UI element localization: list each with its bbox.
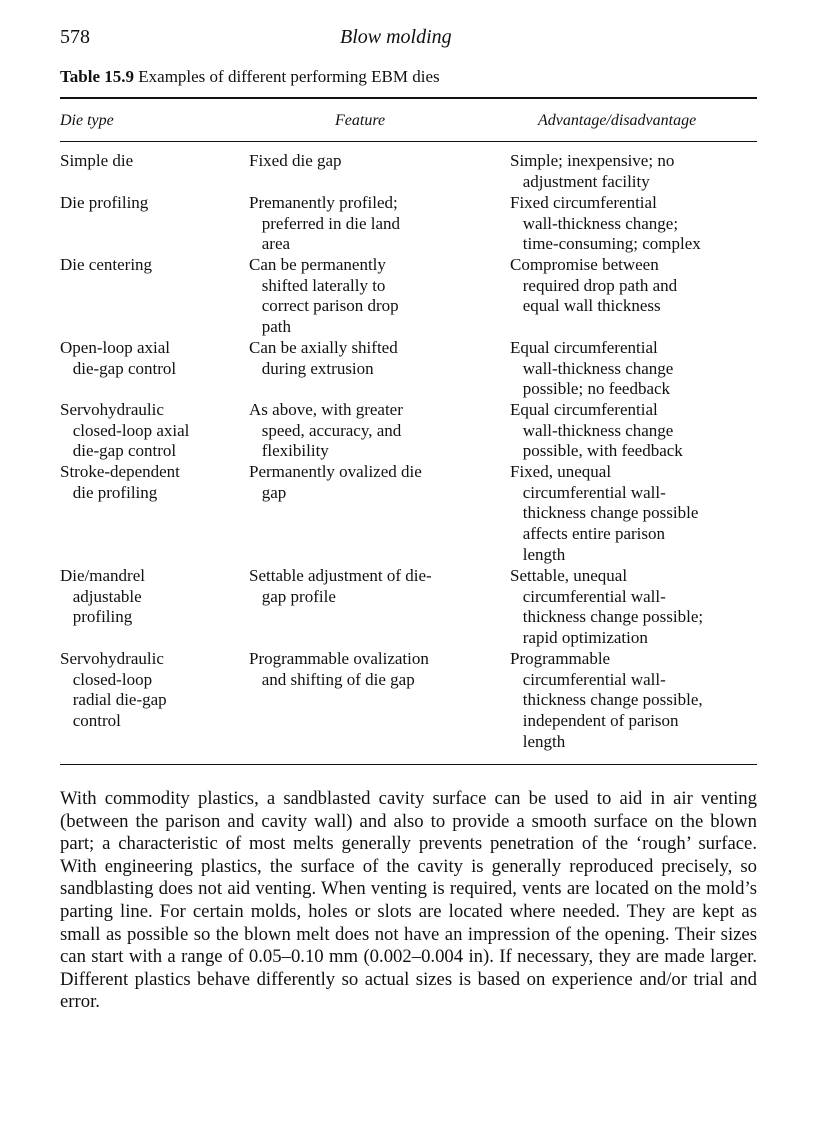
cell-feature: Programmable ovalization and shifting of die gap — [249, 649, 429, 689]
cell-advantage: Compromise between required drop path and equal wall thickness — [510, 255, 678, 316]
cell-advantage: Fixed, unequal circumferential wall- thickness change possible affects entire parison length — [510, 462, 699, 564]
cell-advantage: Fixed circumferential wall-thickness change; time-consuming; complex — [510, 193, 701, 254]
cell-advantage: Programmable circumferential wall- thickness change possible, independent of parison length — [510, 649, 703, 751]
cell-feature: Can be permanently shifted laterally to correct parison drop path — [249, 255, 399, 337]
running-head: Blow molding — [340, 26, 452, 48]
header-advantage: Advantage/disadvantage — [538, 112, 697, 129]
cell-die-type: Die centering — [60, 255, 153, 274]
table-label: Table 15.9 — [60, 67, 135, 86]
cell-feature: As above, with greater speed, accuracy, and flexibility — [249, 400, 403, 461]
cell-advantage: Settable, unequal circumferential wall- thickness change possible; rapid optimization — [510, 566, 704, 648]
cell-feature: Fixed die gap — [249, 151, 342, 170]
header-feature: Feature — [335, 112, 386, 129]
table-header-rule — [60, 141, 757, 142]
cell-advantage: Equal circumferential wall-thickness change possible, with feedback — [510, 400, 683, 461]
header-die-type: Die type — [60, 112, 114, 129]
cell-advantage: Equal circumferential wall-thickness change possible; no feedback — [510, 338, 674, 399]
cell-die-type: Die/mandrel adjustable profiling — [60, 566, 145, 627]
cell-advantage: Simple; inexpensive; no adjustment facility — [510, 151, 675, 191]
table-top-rule — [60, 97, 757, 99]
cell-die-type: Stroke-dependent die profiling — [60, 462, 180, 502]
table-title: Examples of different performing EBM dies — [134, 67, 440, 86]
table-bottom-rule — [60, 764, 757, 765]
page-number: 578 — [60, 26, 90, 48]
cell-feature: Premanently profiled; preferred in die land area — [249, 193, 401, 254]
cell-feature: Settable adjustment of die- gap profile — [249, 566, 432, 606]
cell-feature: Permanently ovalized die gap — [249, 462, 422, 502]
cell-feature: Can be axially shifted during extrusion — [249, 338, 398, 378]
cell-die-type: Simple die — [60, 151, 134, 170]
cell-die-type: Die profiling — [60, 193, 149, 212]
cell-die-type: Open-loop axial die-gap control — [60, 338, 177, 378]
cell-die-type: Servohydraulic closed-loop axial die-gap control — [60, 400, 190, 461]
cell-die-type: Servohydraulic closed-loop radial die-gap control — [60, 649, 167, 731]
body-paragraph: With commodity plastics, a sandblasted cavity surface can be used to aid in air venting (between the parison and cavity wall) and also to provide a smooth surface on the blown part; a characteristic of most melts generally prevents penetration of the ‘rough’ surface. With engineering plastics, the surface of the cavity is generally reproduced precisely, so sandblasting does not aid venting. When venting is required, vents are located on the mold’s parting line. For certain molds, holes or slots are located where needed. They are kept as small as possible so the blown melt does not have an impression of the opening. Their sizes can start with a range of 0.05–0.10 mm (0.002–0.004 in). If necessary, they are made larger. Different plastics behave differently so actual sizes is based on experience and/or trial and error. — [60, 788, 757, 1013]
table-caption — [60, 67, 440, 87]
